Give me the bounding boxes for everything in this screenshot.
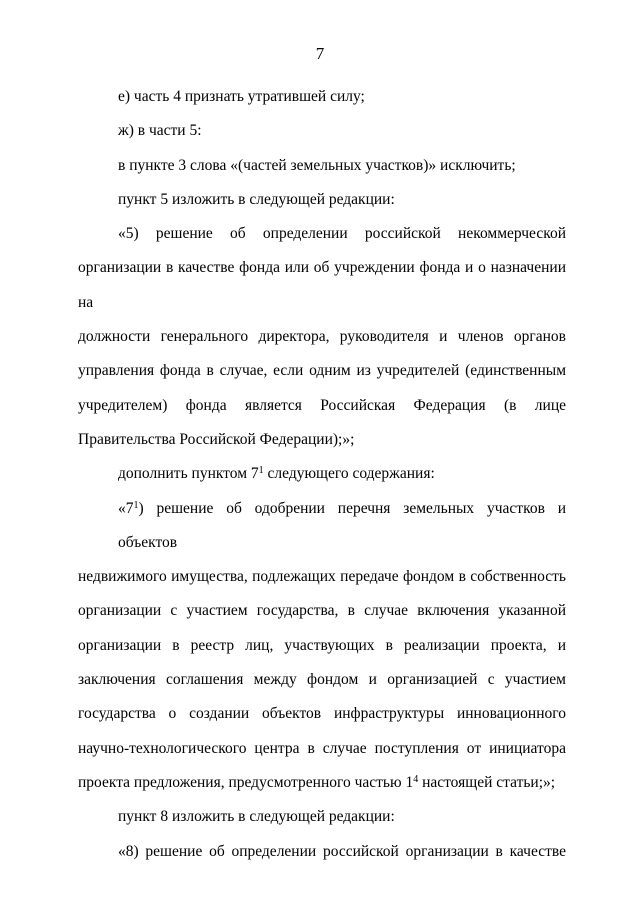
text-line xyxy=(78,492,566,561)
text-run: ) решение об одобрении перечня земельных участков и объектов xyxy=(118,499,566,551)
text-line xyxy=(78,766,566,800)
page-number: 7 xyxy=(315,44,325,63)
paragraph-item7-1-text xyxy=(78,492,566,801)
superscript: 4 xyxy=(413,773,419,785)
text-run: дополнить пунктом 7 xyxy=(118,465,259,483)
text-run: проекта предложения, предусмотренного частью 1 xyxy=(78,773,414,791)
paragraph-zh: ж) в части 5: xyxy=(118,122,202,140)
text-run: настоящей статьи;»; xyxy=(418,773,556,791)
superscript: 1 xyxy=(258,465,264,477)
text-line: должности генерального директора, руководителя и членов органов xyxy=(78,328,566,346)
paragraph-item5-text xyxy=(78,217,566,457)
text-line: научно-технологического центра в случае поступления от инициатора xyxy=(78,739,566,757)
text-line: управления фонда в случае, если одним из учредителей (единственным xyxy=(78,362,566,380)
text-line: учредителем) фонда является Российская Федерация (в лице xyxy=(78,396,566,414)
text-run: следующего содержания: xyxy=(263,465,435,483)
text-line: государства о создании объектов инфраструктуры инновационного xyxy=(78,705,566,723)
text-line: организации в реестр лиц, участвующих в реализации проекта, и xyxy=(78,636,566,654)
text-line: недвижимого имущества, подлежащих передаче фондом в собственность xyxy=(78,568,566,586)
text-line: «5) решение об определении российской некоммерческой xyxy=(118,225,566,243)
paragraph-item8-intro: пункт 8 изложить в следующей редакции: xyxy=(118,808,395,826)
text-line: организации с участием государства, в случае включения указанной xyxy=(78,602,566,620)
text-run: «7 xyxy=(118,499,134,517)
text-line: Правительства Российской Федерации);»; xyxy=(78,430,355,448)
text-line: организации в качестве фонда или об учреждении фонда и о назначении на xyxy=(78,259,566,311)
superscript: 1 xyxy=(133,499,139,511)
document-body xyxy=(78,80,566,869)
paragraph-e: е) часть 4 признать утратившей силу; xyxy=(118,88,365,105)
text-line: «8) решение об определении российской организации в качестве xyxy=(118,842,566,860)
paragraph-item5-intro: пункт 5 изложить в следующей редакции: xyxy=(118,190,395,208)
text-line: заключения соглашения между фондом и организацией с участием xyxy=(78,671,566,689)
paragraph-item3-amendment: в пункте 3 слова «(частей земельных участков)» исключить; xyxy=(118,156,516,174)
paragraph-item8-text xyxy=(78,835,566,869)
paragraph-item7-1-intro xyxy=(78,457,566,491)
